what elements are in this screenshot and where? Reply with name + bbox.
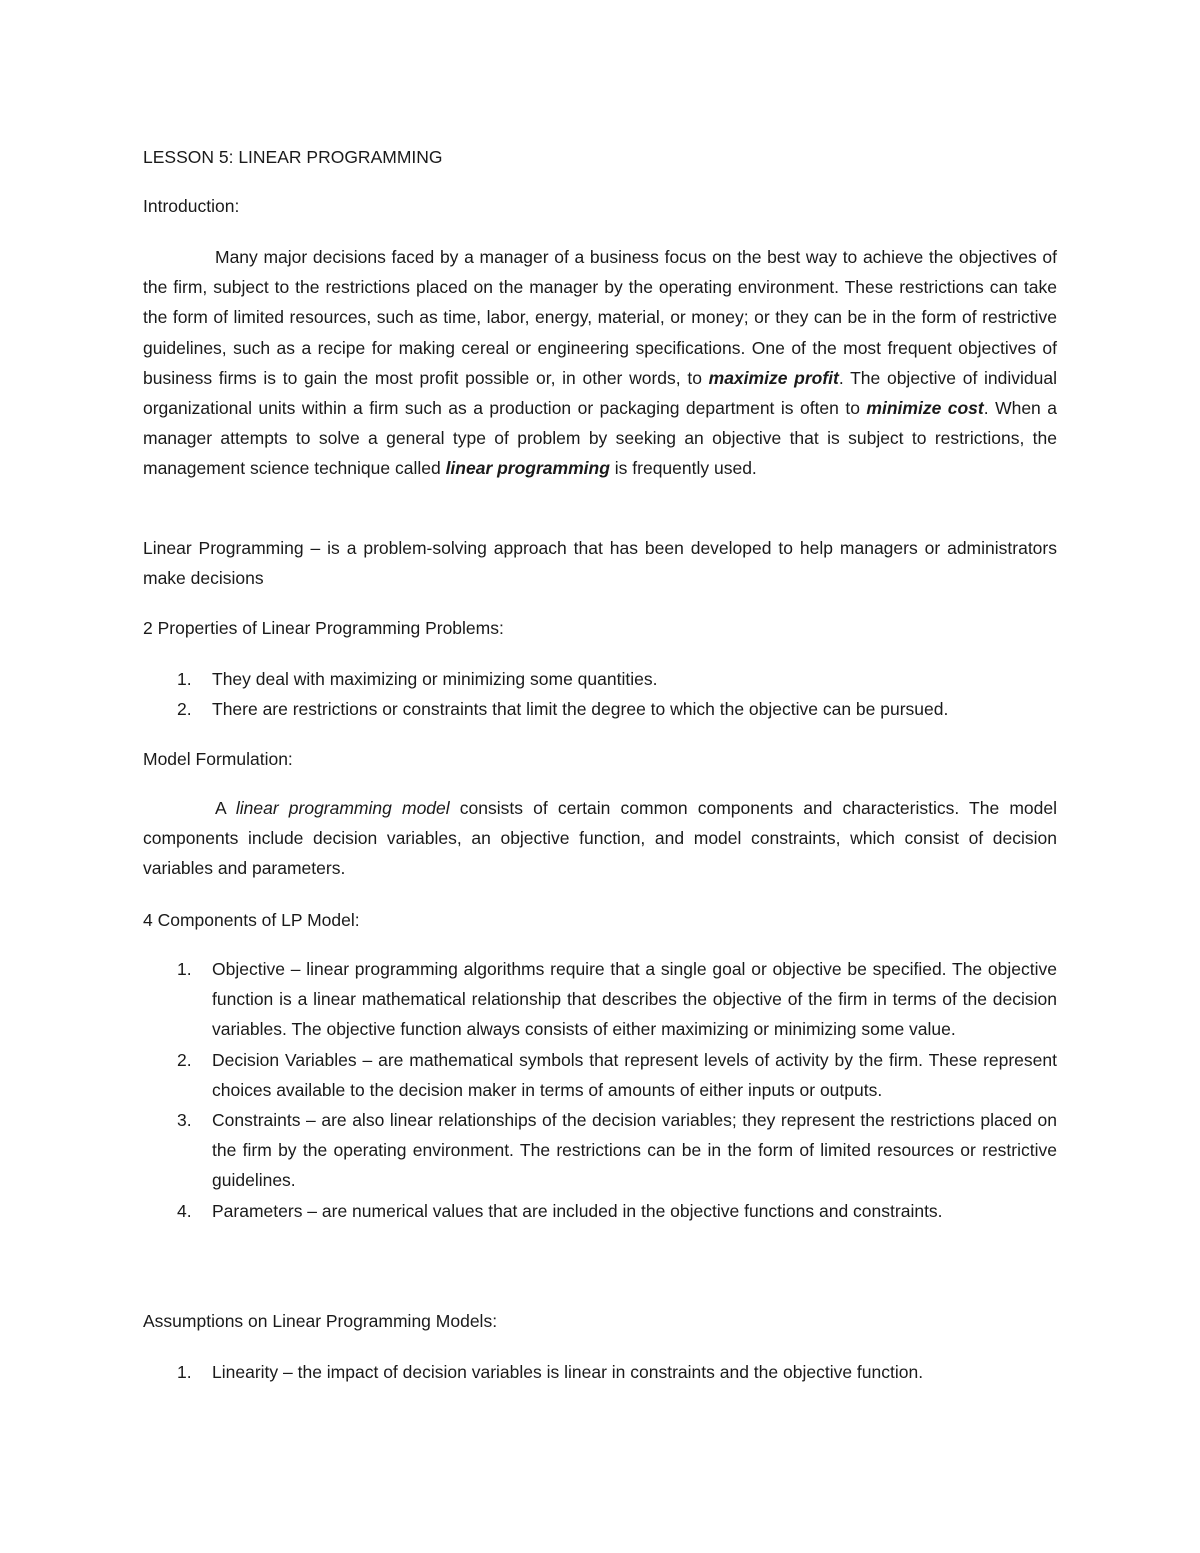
properties-list bbox=[143, 664, 1057, 724]
list-item bbox=[143, 1045, 1057, 1105]
list-text: Decision Variables – are mathematical symbols that represent levels of activity by the firm. These represent choices available to the decision maker in terms of amounts of either inputs or outputs. bbox=[212, 1049, 1057, 1100]
list-item bbox=[143, 954, 1057, 1045]
lesson-title: LESSON 5: LINEAR PROGRAMMING bbox=[143, 147, 443, 167]
assumptions-list bbox=[143, 1357, 1057, 1387]
intro-text-3: . When a manager attempts to solve a general type of problem by seeking an objective that is subject to restrictions, the management science technique called bbox=[143, 398, 1057, 479]
model-formulation-paragraph bbox=[143, 793, 1057, 884]
components-heading: 4 Components of LP Model: bbox=[143, 910, 360, 930]
intro-emphasis-linear-programming: linear programming bbox=[445, 458, 610, 479]
list-number: 1. bbox=[177, 1362, 192, 1382]
intro-text-2: . The objective of individual organizational units within a firm such as a production or packaging department is often to bbox=[143, 367, 1058, 419]
list-item bbox=[143, 664, 1057, 694]
list-number: 1. bbox=[177, 669, 192, 689]
model-text-post: consists of certain common components and characteristics. The model components include decision variables, an objective function, and model constraints, which consist of decision variables and parameters. bbox=[143, 798, 1057, 879]
list-number: 3. bbox=[177, 1110, 192, 1131]
components-list bbox=[143, 954, 1057, 1226]
assumptions-heading: Assumptions on Linear Programming Models: bbox=[143, 1311, 498, 1331]
list-text: Parameters – are numerical values that are included in the objective functions and constraints. bbox=[212, 1200, 943, 1221]
linear-programming-definition: Linear Programming – is a problem-solving approach that has been developed to help managers or administrators make decisions bbox=[143, 538, 1057, 589]
model-emphasis: linear programming model bbox=[235, 798, 450, 818]
intro-emphasis-minimize-cost: minimize cost bbox=[866, 398, 984, 419]
list-item bbox=[143, 1105, 1057, 1196]
list-item bbox=[143, 1357, 1057, 1387]
properties-heading: 2 Properties of Linear Programming Problems: bbox=[143, 618, 504, 638]
model-text-pre: A bbox=[215, 798, 236, 818]
list-number: 2. bbox=[177, 1049, 192, 1070]
intro-text-1: Many major decisions faced by a manager of a business focus on the best way to achieve the objectives of the firm, subject to the restrictions placed on the manager by the operating environment. These restrictions can take the form of limited resources, such as time, labor, energy, material, or money; or they can be in the form of restrictive guidelines, such as a recipe for making cereal or engineering specifications. One of the most frequent objectives of business firms is to gain the most profit possible or, in other words, to bbox=[143, 247, 1057, 388]
list-text: There are restrictions or constraints that limit the degree to which the objective can be pursued. bbox=[212, 699, 949, 720]
intro-text-4: is frequently used. bbox=[609, 458, 757, 479]
model-formulation-heading: Model Formulation: bbox=[143, 749, 293, 769]
intro-emphasis-maximize-profit: maximize profit bbox=[708, 367, 839, 388]
list-item bbox=[143, 1196, 1057, 1226]
list-text: Linearity – the impact of decision variables is linear in constraints and the objective function. bbox=[212, 1362, 924, 1382]
introduction-heading: Introduction: bbox=[143, 196, 240, 216]
list-number: 1. bbox=[177, 959, 192, 979]
list-number: 2. bbox=[177, 699, 192, 720]
list-number: 4. bbox=[177, 1200, 192, 1221]
list-text: They deal with maximizing or minimizing some quantities. bbox=[212, 669, 658, 689]
introduction-paragraph bbox=[143, 242, 1057, 484]
list-item bbox=[143, 694, 1057, 724]
list-text: Objective – linear programming algorithms require that a single goal or objective be specified. The objective function is a linear mathematical relationship that describes the objective of the firm in terms of the decision variables. The objective function always consists of either maximizing or minimizing some value. bbox=[212, 959, 1057, 1040]
list-text: Constraints – are also linear relationships of the decision variables; they represent the restrictions placed on the firm by the operating environment. The restrictions can be in the form of limited resources or restrictive guidelines. bbox=[212, 1110, 1057, 1191]
